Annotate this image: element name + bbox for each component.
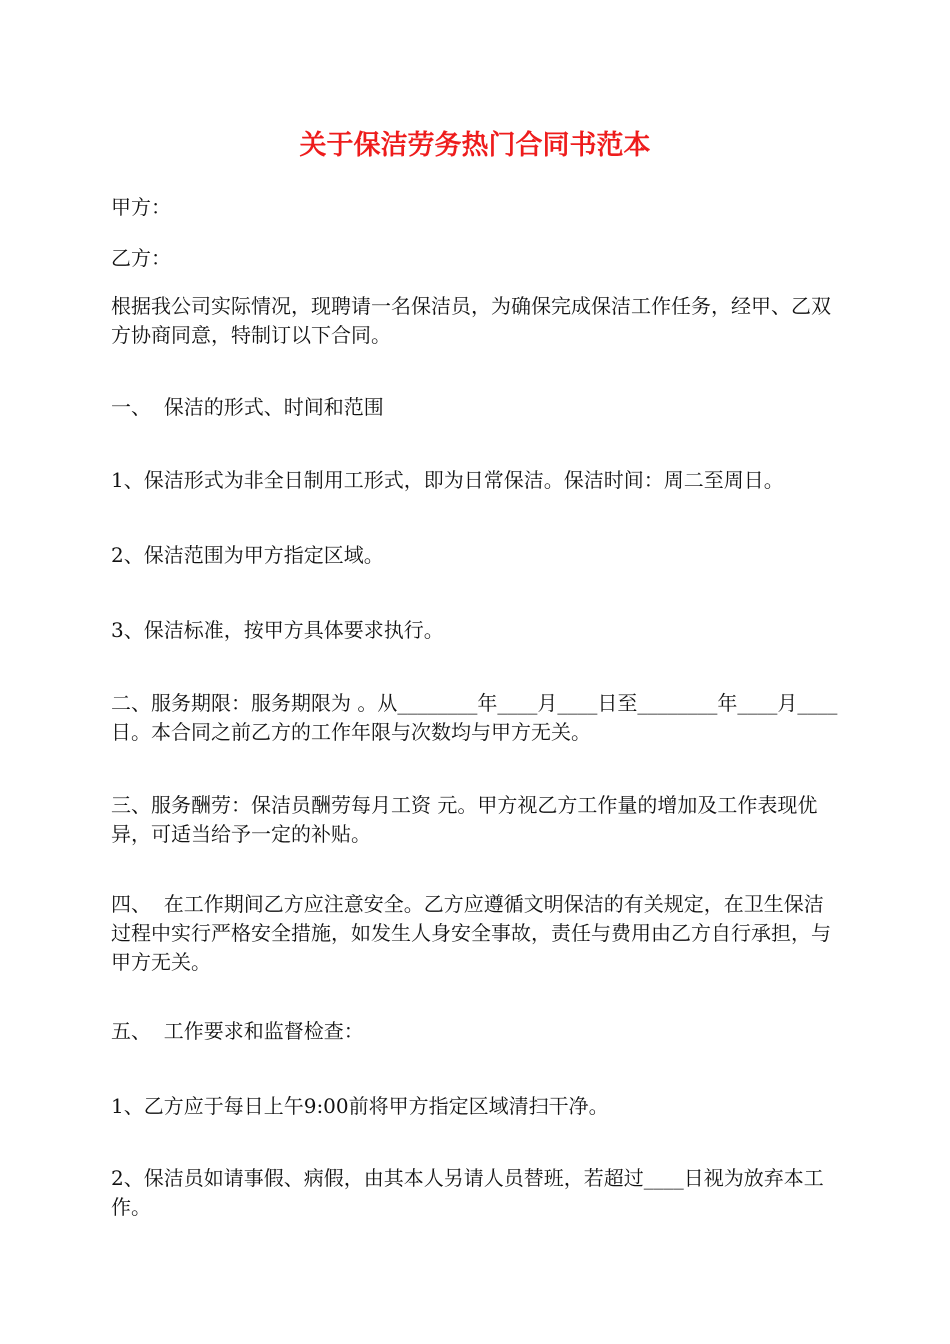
section-3-remuneration: 三、服务酬劳：保洁员酬劳每月工资 元。甲方视乙方工作量的增加及工作表现优异，可适当给予一定的补贴。 xyxy=(111,793,818,846)
section-2-service-period: 二、服务期限：服务期限为 。从________年____月____日至________年____月____日。本合同之前乙方的工作年限与次数均与甲方无关。 xyxy=(111,691,838,744)
party-a-line: 甲方： xyxy=(111,195,171,219)
document-title: 关于保洁劳务热门合同书范本 xyxy=(299,130,651,161)
section-1-item-1: 1、保洁形式为非全日制用工形式，即为日常保洁。保洁时间：周二至周日。 xyxy=(111,468,784,492)
section-5-item-2: 2、保洁员如请事假、病假，由其本人另请人员替班，若超过____日视为放弃本工作。 xyxy=(111,1166,824,1219)
section-1-heading: 一、 保洁的形式、时间和范围 xyxy=(111,395,384,419)
section-1-item-2: 2、保洁范围为甲方指定区域。 xyxy=(111,543,384,567)
section-4-safety: 四、 在工作期间乙方应注意安全。乙方应遵循文明保洁的有关规定，在卫生保洁过程中实行严格安全措施，如发生人身安全事故，责任与费用由乙方自行承担，与甲方无关。 xyxy=(111,892,831,974)
section-1-item-3: 3、保洁标准，按甲方具体要求执行。 xyxy=(111,618,444,642)
section-5-heading: 五、 工作要求和监督检查： xyxy=(111,1019,364,1043)
section-5-item-1: 1、乙方应于每日上午9:00前将甲方指定区域清扫干净。 xyxy=(111,1094,609,1118)
intro-paragraph: 根据我公司实际情况，现聘请一名保洁员，为确保完成保洁工作任务，经甲、乙双方协商同意，特制订以下合同。 xyxy=(111,294,831,347)
party-b-line: 乙方： xyxy=(111,246,171,270)
